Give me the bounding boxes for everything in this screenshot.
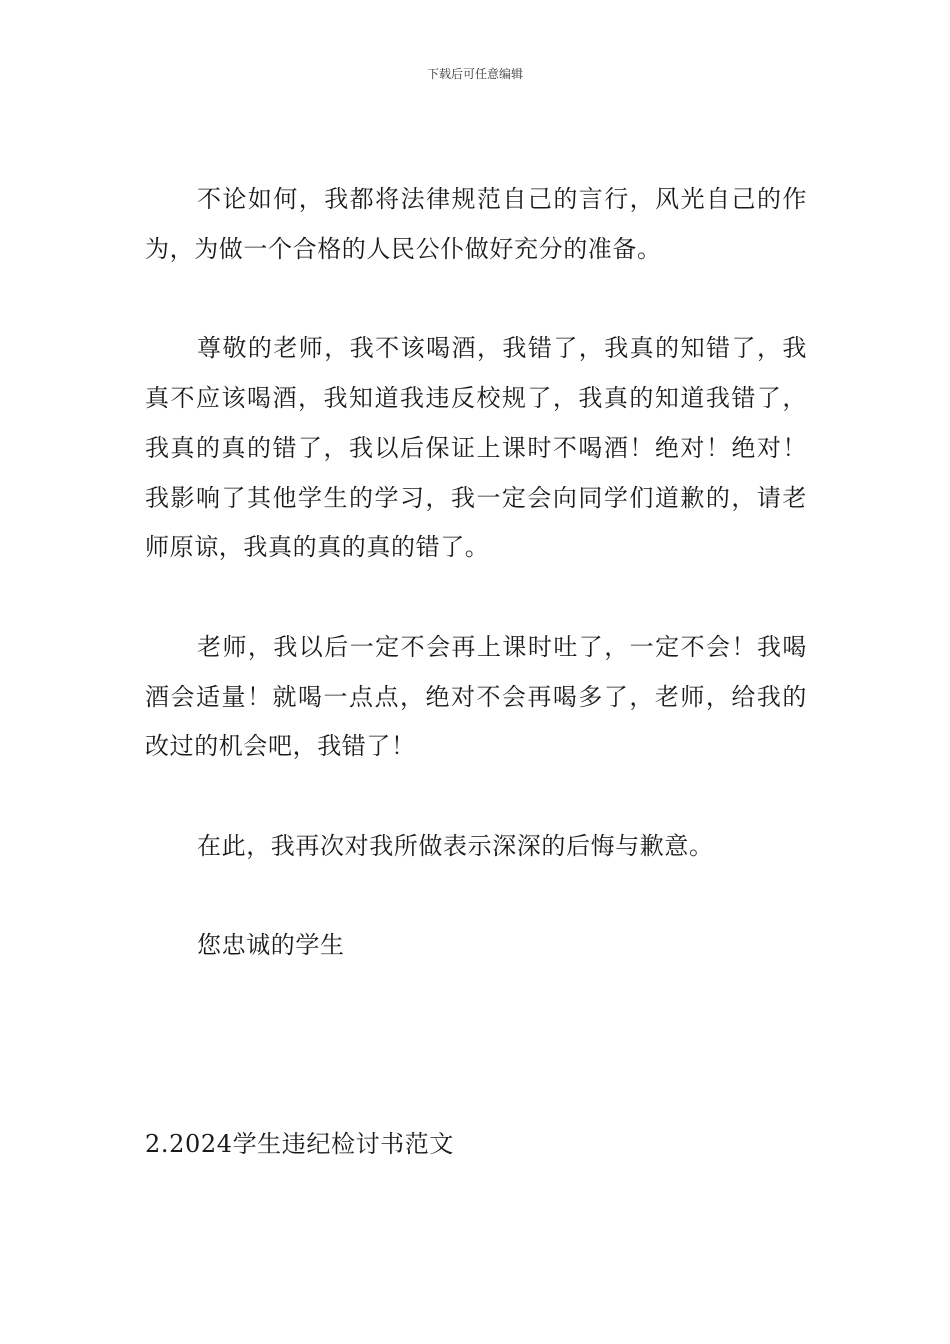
paragraph-spacer	[145, 274, 807, 324]
paragraph-spacer	[145, 573, 807, 623]
section-title: 2.2024学生违纪检讨书范文	[145, 1130, 454, 1158]
paragraph-spacer	[145, 772, 807, 822]
header-note: 下载后可任意编辑	[426, 67, 523, 81]
paragraph-spacer	[145, 872, 807, 921]
paragraph-closing-statement: 不论如何，我都将法律规范自己的言行，风光自己的作为，为做一个合格的人民公仆做好充分的准备。	[145, 185, 807, 263]
paragraph-promise: 老师，我以后一定不会再上课时吐了，一定不会！我喝酒会适量！就喝一点点，绝对不会再喝多了，老师，给我的改过的机会吧，我错了！	[145, 632, 807, 761]
signature-line: 您忠诚的学生	[197, 930, 345, 959]
document-body	[145, 175, 807, 970]
paragraph-regret: 在此，我再次对我所做表示深深的后悔与歉意。	[197, 832, 714, 861]
paragraph-apology: 尊敬的老师，我不该喝酒，我错了，我真的知错了，我真不应该喝酒，我知道我违反校规了，我真的知道我错了，我真的真的错了，我以后保证上课时不喝酒！绝对！绝对！我影响了其他学生的学习，我一定会向同学们道歉的，请老师原谅，我真的真的真的错了。	[145, 334, 807, 562]
